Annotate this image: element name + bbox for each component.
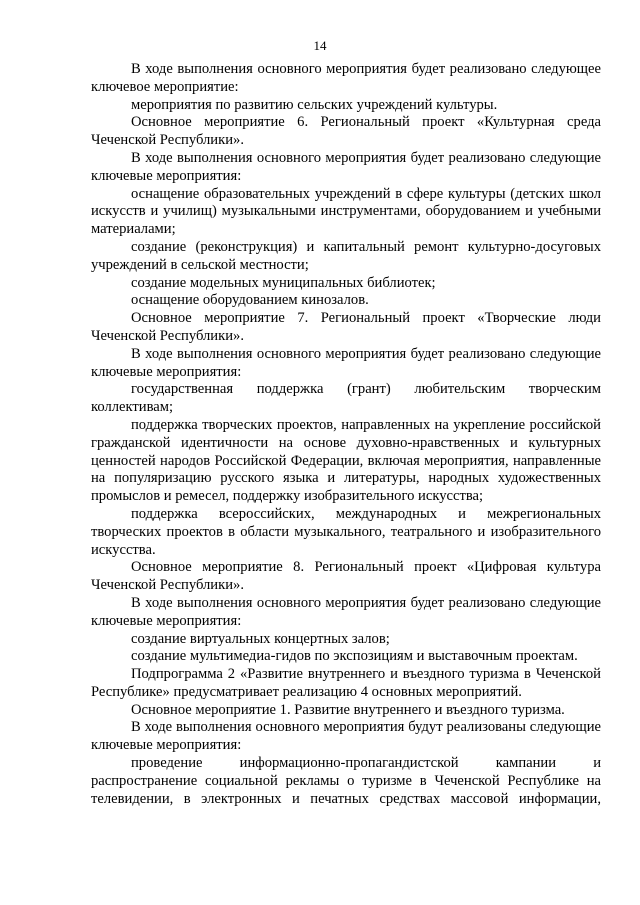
paragraph: В ходе выполнения основного мероприятия будет реализовано следующее ключевое мероприятие: xyxy=(91,61,601,95)
paragraph: поддержка творческих проектов, направленных на укрепление российской гражданской идентичности на основе духовно-нравственных и культурных ценностей народов Российской Федерации, включая мероприятия, направленные на популяризацию русского языка и литературы, народных художественных промыслов и ремесел, поддержку изобразительного искусства; xyxy=(91,416,601,505)
paragraph: Подпрограмма 2 «Развитие внутреннего и въездного туризма в Чеченской Республике» предусматривает реализацию 4 основных мероприятий. xyxy=(91,666,601,700)
paragraph: В ходе выполнения основного мероприятия будет реализовано следующие ключевые мероприятия: xyxy=(91,594,601,629)
paragraph: мероприятия по развитию сельских учреждений культуры. xyxy=(131,96,498,113)
paragraph: Основное мероприятие 6. Региональный проект «Культурная среда Чеченской Республики». xyxy=(91,114,601,149)
paragraph: государственная поддержка (грант) любительским творческим коллективам; xyxy=(91,381,601,416)
page-number: 14 xyxy=(313,38,327,53)
paragraph: оснащение образовательных учреждений в сфере культуры (детских школ искусств и училищ) музыкальными инструментами, оборудованием и учебными материалами; xyxy=(91,185,601,238)
paragraph: создание мультимедиа-гидов по экспозициям и выставочным проектам. xyxy=(131,648,578,665)
paragraph: В ходе выполнения основного мероприятия будет реализовано следующие ключевые мероприятия: xyxy=(91,149,601,184)
paragraph: В ходе выполнения основного мероприятия будет реализовано следующие ключевые мероприятия: xyxy=(91,345,601,380)
paragraph: оснащение оборудованием кинозалов. xyxy=(131,292,369,309)
paragraph: Основное мероприятие 8. Региональный проект «Цифровая культура Чеченской Республики». xyxy=(91,559,601,594)
paragraph: В ходе выполнения основного мероприятия будут реализованы следующие ключевые мероприятия: xyxy=(91,719,601,754)
paragraph: проведение информационно-пропагандистской кампании и распространение социальной рекламы о туризме в Чеченской Республике на телевидении, в электронных и печатных средствах массовой информации, xyxy=(91,755,601,807)
paragraph: Основное мероприятие 1. Развитие внутреннего и въездного туризма. xyxy=(131,701,565,718)
paragraph: создание виртуальных концертных залов; xyxy=(131,630,390,647)
document-body xyxy=(91,61,601,808)
paragraph: создание модельных муниципальных библиотек; xyxy=(131,274,436,291)
paragraph: создание (реконструкция) и капитальный ремонт культурно-досуговых учреждений в сельской местности; xyxy=(91,238,601,273)
paragraph: поддержка всероссийских, международных и межрегиональных творческих проектов в области музыкального, театрального и изобразительного искусства. xyxy=(91,505,601,558)
paragraph: Основное мероприятие 7. Региональный проект «Творческие люди Чеченской Республики». xyxy=(91,310,601,344)
